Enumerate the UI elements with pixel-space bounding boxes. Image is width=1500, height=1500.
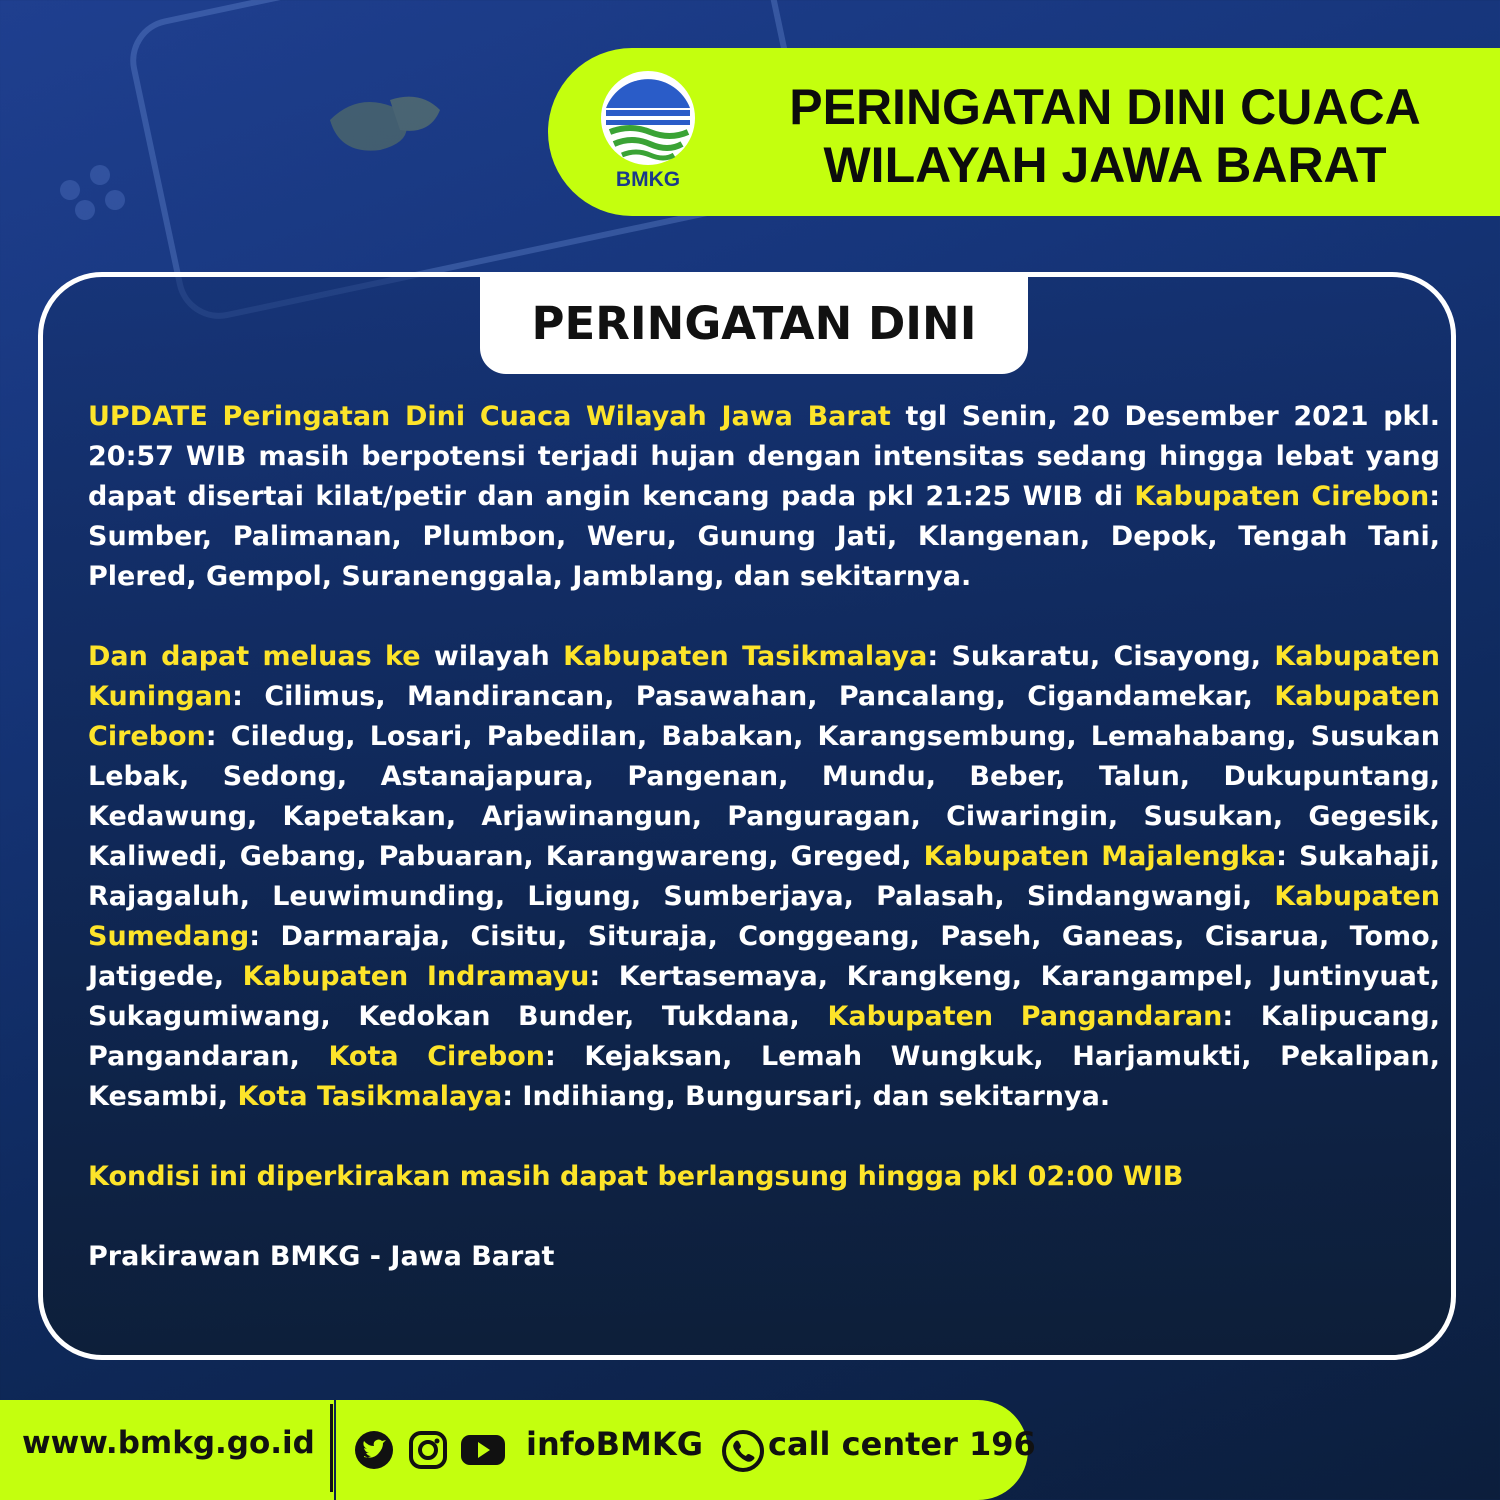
region-highlight: Kabupaten Indramayu [242, 961, 590, 992]
twitter-icon[interactable] [354, 1430, 394, 1470]
update-text: tgl Senin, 20 Desember 2021 pkl. 20:57 WIB masih berpotensi terjadi hujan dengan intensitas sedang hingga lebat yang dapat disertai kilat/petir dan angin kencang pada pkl 21:25 WIB di [88, 401, 1440, 512]
region-name: Kabupaten Cirebon [1134, 481, 1430, 512]
call-center[interactable]: call center 196 [768, 1425, 1036, 1463]
region-highlight: Kabupaten Sumedang [88, 881, 1440, 952]
paragraph-duration [88, 1157, 1440, 1197]
district-text: : Sukahaji, Rajagaluh, Leuwimunding, Ligung, Sumberjaya, Palasah, Sindangwangi, [88, 841, 1441, 912]
title-line-2: WILAYAH JAWA BARAT [823, 137, 1387, 193]
district-text: wilayah [420, 641, 564, 672]
district-text: : Kejaksan, Lemah Wungkuk, Harjamukti, Pekalipan, Kesambi, [88, 1041, 1440, 1112]
district-text: : Kalipucang, Pangandaran, [88, 1001, 1441, 1072]
social-handle[interactable]: infoBMKG [526, 1425, 703, 1463]
region-highlight: Dan dapat meluas ke [88, 641, 421, 672]
update-highlight: UPDATE Peringatan Dini Cuaca Wilayah Jawa Barat [88, 401, 891, 432]
update-districts: : Sumber, Palimanan, Plumbon, Weru, Gunung Jati, Klangenan, Depok, Tengah Tani, Plered, Gempol, Suranenggala, Jamblang, dan sekitarnya. [88, 481, 1441, 592]
district-text: : Indihiang, Bungursari, dan sekitarnya. [502, 1081, 1111, 1112]
title-line-1: PERINGATAN DINI CUACA [789, 79, 1421, 135]
district-text: : Kertasemaya, Krangkeng, Karangampel, Juntinyuat, Sukagumiwang, Kedokan Bunder, Tukdana, [88, 961, 1440, 1032]
paragraph-signature [88, 1237, 1440, 1277]
paragraph-expansion [88, 637, 1440, 1117]
region-highlight: Kota Cirebon [328, 1041, 545, 1072]
paragraph-update [88, 397, 1440, 597]
district-text: : Ciledug, Losari, Pabedilan, Babakan, Karangsembung, Lemahabang, Susukan Lebak, Sedong, Astanajapura, Pangenan, Mundu, Beber, Talun, Dukupuntang, Kedawung, Kapetakan, Arjawinangun, Panguragan, Ciwaringin, Susukan, Gegesik, Kaliwedi, Gebang, Pabuaran, Karangwareng, Greged, [88, 721, 1440, 872]
region-highlight: Kabupaten Kuningan [88, 641, 1441, 712]
card-title: PERINGATAN DINI [531, 296, 977, 350]
logo-text: BMKG [615, 168, 681, 191]
youtube-icon[interactable] [460, 1430, 506, 1470]
warning-body [88, 397, 1440, 1317]
district-text: : Sukaratu, Cisayong, [927, 641, 1275, 672]
duration-text: Kondisi ini diperkirakan masih dapat berlangsung hingga pkl 02:00 WIB [88, 1161, 1184, 1192]
region-highlight: Kabupaten Cirebon [88, 681, 1440, 752]
region-highlight: Kota Tasikmalaya [237, 1081, 503, 1112]
card-tab [480, 272, 1028, 374]
website-link[interactable]: www.bmkg.go.id [22, 1425, 315, 1461]
footer-divider [330, 1404, 333, 1492]
district-text: : Darmaraja, Cisitu, Situraja, Conggeang, Paseh, Ganeas, Cisarua, Tomo, Jatigede, [88, 921, 1440, 992]
region-highlight: Kabupaten Tasikmalaya [563, 641, 928, 672]
instagram-icon[interactable] [408, 1430, 448, 1470]
forecaster-signature: Prakirawan BMKG - Jawa Barat [88, 1241, 555, 1272]
phone-icon [722, 1430, 764, 1472]
district-text: : Cilimus, Mandirancan, Pasawahan, Pancalang, Cigandamekar, [232, 681, 1275, 712]
page-title [760, 78, 1450, 194]
region-highlight: Kabupaten Pangandaran [827, 1001, 1223, 1032]
region-highlight: Kabupaten Majalengka [923, 841, 1277, 872]
